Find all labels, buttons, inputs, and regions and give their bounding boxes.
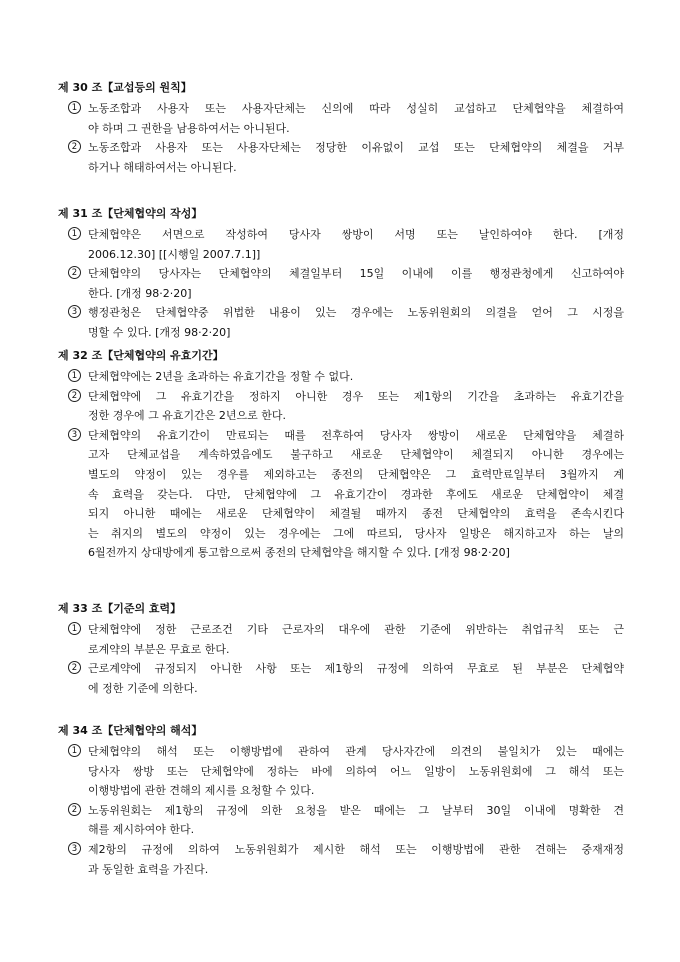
clause-text-line: 하거나 해태하여서는 아니된다. (88, 160, 237, 174)
clause-number: 1 (68, 622, 81, 635)
clause-text-line: 과 동일한 효력을 가진다. (88, 862, 209, 876)
clause-number: 1 (68, 101, 81, 114)
clause (58, 426, 624, 563)
clause-text-line: 행정관청은 단체협약중 위법한 내용이 있는 경우에는 노동위원회의 의결을 얻어 그 시정을 (88, 306, 624, 320)
clause-number: 2 (68, 140, 81, 153)
clause-number: 3 (68, 428, 81, 441)
clause-text-line: 노동조합과 사용자 또는 사용자단체는 신의에 따라 성실히 교섭하고 단체협약을 체결하여 (88, 102, 624, 115)
clause-text-line: 제2항의 규정에 의하여 노동위원회가 제시한 해석 또는 이행방법에 관한 견해는 중재재정 (88, 842, 624, 856)
clause-text-line: 단체협약의 유효기간이 만료되는 때를 전후하여 당사자 쌍방이 새로운 단체협약을 체결하 (88, 428, 624, 442)
clause-number: 2 (68, 389, 81, 402)
clause (58, 99, 624, 138)
clause-text-line: 한다. [개정 98·2·20] (88, 286, 192, 300)
clause (58, 742, 624, 801)
clause-text-line: 노동조합과 사용자 또는 사용자단체는 정당한 이유없이 교섭 또는 단체협약의 체결을 거부 (88, 141, 624, 155)
clause (58, 387, 624, 426)
clause-text-line: 되지 아니한 때에는 새로운 단체협약이 체결될 때까지 종전 단체협약의 효력을 존속시킨다 (88, 507, 624, 521)
clause-number: 3 (68, 305, 81, 318)
clause-number: 1 (68, 744, 81, 757)
clause (58, 659, 624, 698)
clause-text-line: 해를 제시하여야 한다. (88, 823, 195, 837)
clause (58, 225, 624, 264)
article-heading: 제 30 조【교섭등의 원칙】 (58, 81, 192, 94)
clause (58, 303, 624, 342)
clause-text-line: 야 하며 그 권한을 남용하여서는 아니된다. (88, 121, 290, 135)
clause-text-line: 6월전까지 상대방에게 통고함으로써 종전의 단체협약을 해지할 수 있다. [개정 98·2·20] (88, 546, 510, 560)
clause-number: 1 (68, 227, 81, 240)
clause-text-line: 고자 단체교섭을 계속하였음에도 불구하고 새로운 단체협약이 체결되지 아니한 경우에는 (88, 448, 624, 462)
clause-text-line: 속 효력을 갖는다. 다만, 단체협약에 그 유효기간이 경과한 후에도 새로운 단체협약이 체결 (88, 487, 624, 501)
article-section (58, 80, 624, 177)
article-heading: 제 32 조【단체협약의 유효기간】 (58, 349, 224, 362)
clause-text-line: 이행방법에 관한 견해의 제시를 요청할 수 있다. (88, 784, 315, 798)
clause-text-line: 2006.12.30] [[시행일 2007.7.1]] (88, 247, 261, 261)
clause-text-line: 정한 경우에 그 유효기간은 2년으로 한다. (88, 409, 286, 423)
clause-text-line: 별도의 약정이 있는 경우를 제외하고는 종전의 단체협약은 그 효력만료일부터 3월까지 계 (88, 467, 624, 481)
article-section (58, 601, 624, 698)
clause-text-line: 단체협약의 당사자는 단체협약의 체결일부터 15일 이내에 이를 행정관청에게 신고하여야 (88, 267, 624, 281)
clause-text-line: 단체협약에는 2년을 초과하는 유효기간을 정할 수 없다. (88, 370, 354, 383)
clause-text-line: 는 취지의 별도의 약정이 있는 경우에는 그에 따르되, 당사자 일방은 해지하고자 하는 날의 (88, 526, 624, 540)
clause-text-line: 명할 수 있다. [개정 98·2·20] (88, 325, 231, 339)
clause-text-line: 근로계약에 규정되지 아니한 사항 또는 제1항의 규정에 의하여 무효로 된 부분은 단체협약 (88, 662, 624, 676)
article-heading: 제 31 조【단체협약의 작성】 (58, 207, 203, 220)
clause-number: 1 (68, 369, 81, 382)
clause-text-line: 노동위원회는 제1항의 규정에 의한 요청을 받은 때에는 그 날부터 30일 이내에 명확한 견 (88, 803, 624, 817)
clause-number: 3 (68, 842, 81, 855)
clause (58, 264, 624, 303)
clause-number: 2 (68, 661, 81, 674)
clause (58, 801, 624, 840)
clause-text-line: 당사자 쌍방 또는 단체협약에 정하는 바에 의하여 어느 일방이 노동위원회에 그 해석 또는 (88, 764, 624, 778)
clause-text-line: 단체협약은 서면으로 작성하여 당사자 쌍방이 서명 또는 날인하여야 한다. [개정 (88, 228, 624, 241)
clause-text-line: 로계약의 부분은 무효로 한다. (88, 642, 230, 656)
clause (58, 138, 624, 177)
clause-text-line: 단체협약에 정한 근로조건 기타 근로자의 대우에 관한 기준에 위반하는 취업규칙 또는 근 (88, 623, 624, 636)
article-section (58, 206, 624, 343)
article-heading: 제 33 조【기준의 효력】 (58, 602, 182, 615)
clause-number: 2 (68, 266, 81, 279)
clause (58, 620, 624, 659)
clause (58, 840, 624, 879)
clause (58, 367, 624, 387)
article-section (58, 723, 624, 879)
clause-text-line: 단체협약의 해석 또는 이행방법에 관하여 관계 당사자간에 의견의 불일치가 있는 때에는 (88, 745, 624, 758)
clause-text-line: 에 정한 기준에 의한다. (88, 681, 198, 695)
clause-text-line: 단체협약에 그 유효기간을 정하지 아니한 경우 또는 제1항의 기간을 초과하는 유효기간을 (88, 389, 624, 403)
article-section (58, 348, 624, 563)
article-heading: 제 34 조【단체협약의 해석】 (58, 724, 203, 737)
clause-number: 2 (68, 803, 81, 816)
